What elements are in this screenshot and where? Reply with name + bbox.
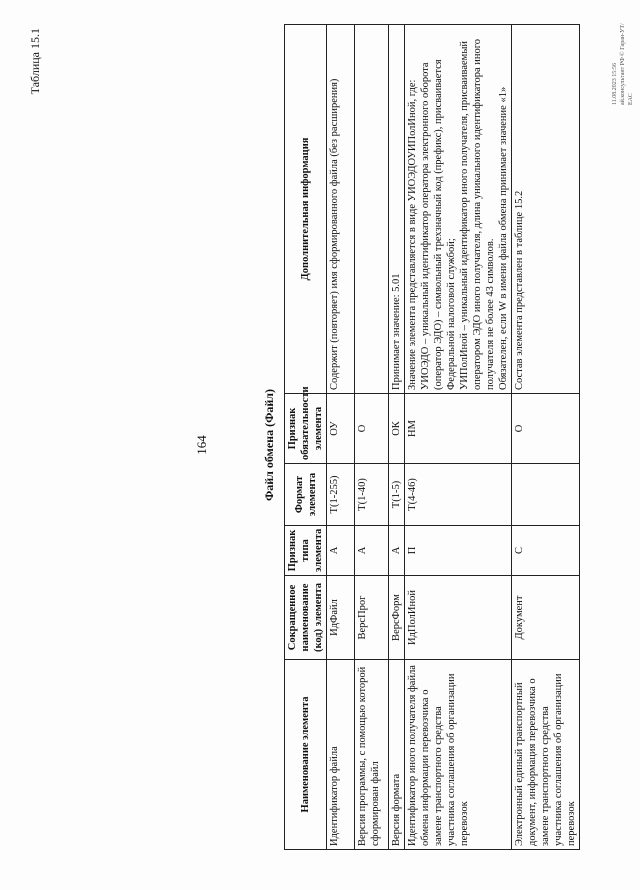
cell-format: Т(1-5) (389, 464, 405, 526)
table-header-row (285, 25, 327, 850)
cell-type: А (389, 526, 405, 576)
cell-required: О (355, 394, 389, 464)
table-row (355, 25, 389, 850)
table-row (327, 25, 355, 850)
cell-required: ОУ (327, 394, 355, 464)
cell-format: Т(1-40) (355, 464, 389, 526)
cell-name: Версия формата (389, 660, 405, 850)
exchange-file-table (284, 24, 580, 850)
cell-info (512, 25, 580, 394)
page-number: 164 (194, 435, 209, 455)
header-info: Дополнительная информация (285, 25, 327, 394)
header-code: Сокращенное наименование (код) элемента (285, 576, 327, 660)
header-type: Признак типа элемента (285, 526, 327, 576)
table-title: Файл обмена (Файл) (262, 388, 276, 502)
cell-name: Электронный единый транспортный документ, информация перевозчика о замене транспортного средства участника соглашения об организации перевозок (512, 660, 580, 850)
cell-required: НМ (405, 394, 512, 464)
cell-name: Идентификатор файла (327, 660, 355, 850)
footer-source: ай.консультант РФ © Гаран-УТ/ЕАС (619, 23, 634, 105)
cell-code: ИдФайл (327, 576, 355, 660)
cell-type: П (405, 526, 512, 576)
table-row (405, 25, 512, 850)
cell-type: А (327, 526, 355, 576)
table-caption: Таблица 15.1 (28, 28, 42, 95)
cell-info (355, 25, 389, 394)
cell-info (389, 25, 405, 394)
info-line: Состав элемента представлен в таблице 15.2 (514, 190, 526, 390)
info-line: УИОЭДО – уникальный идентификатор оператора электронного оборота (оператор ЭДО) – символьный трехзначный код (префикс), присваивается Федеральной налоговой службой; (420, 59, 458, 390)
cell-format: Т(4-46) (405, 464, 512, 526)
cell-info (327, 25, 355, 394)
header-name: Наименование элемента (285, 660, 327, 850)
info-line: Содержит (повторяет) имя сформированного файла (без расширения) (329, 78, 341, 390)
info-line: Значение элемента представляется в виде УИОЭДОУИПолИной, где: (407, 79, 419, 390)
cell-format: Т(1-255) (327, 464, 355, 526)
cell-required: О (512, 394, 580, 464)
header-required: Признак обязательности элемента (285, 394, 327, 464)
cell-name: Версия программы, с помощью которой сформирован файл (355, 660, 389, 850)
cell-code: ВерсПрог (355, 576, 389, 660)
info-line: Принимает значение: 5.01 (391, 273, 403, 390)
header-format: Формат элемента (285, 464, 327, 526)
table-row (512, 25, 580, 850)
cell-format (512, 464, 580, 526)
cell-required: ОК (389, 394, 405, 464)
cell-type: А (355, 526, 389, 576)
cell-code: ВерсФорм (389, 576, 405, 660)
table-row (389, 25, 405, 850)
footer-timestamp: 11.08.2023 15:56 (612, 63, 618, 105)
cell-type: С (512, 526, 580, 576)
info-line: УИПолИной – уникальный идентификатор иного получателя, присваиваемый оператором ЭДО иного получателя, длина уникального идентификатора иного получателя не более 43 символов. (459, 38, 497, 390)
info-line: Обязателен, если W в имени файла обмена принимает значение «1» (498, 86, 510, 390)
print-footer (612, 15, 635, 105)
cell-info (405, 25, 512, 394)
cell-code: ИдПолИной (405, 576, 512, 660)
cell-code: Документ (512, 576, 580, 660)
cell-name: Идентификатор иного получателя файла обмена информации перевозчика о замене транспортного средства участника соглашения об организации перевозок (405, 660, 512, 850)
